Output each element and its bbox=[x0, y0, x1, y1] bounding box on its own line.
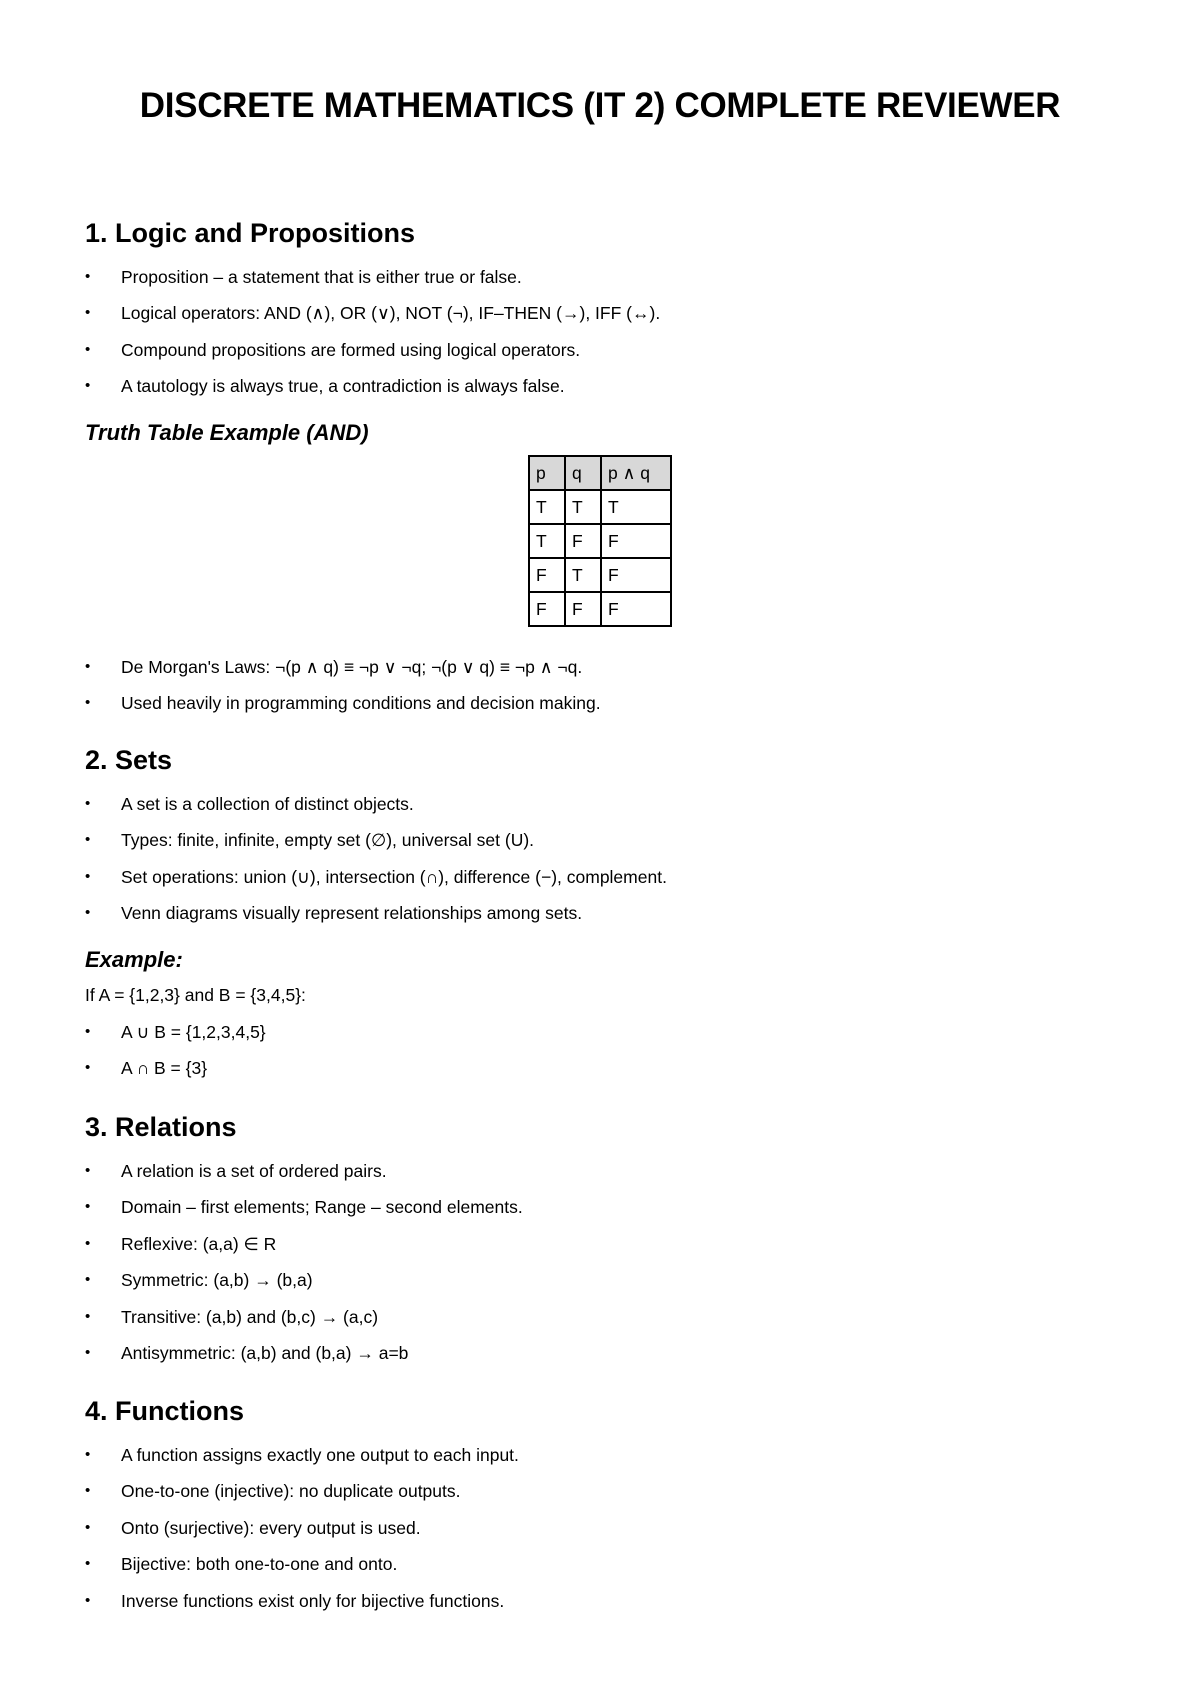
example-intro: If A = {1,2,3} and B = {3,4,5}: bbox=[85, 985, 306, 1005]
table-row bbox=[529, 592, 671, 626]
table-cell: T bbox=[565, 490, 601, 524]
section-heading-relations: 3. Relations bbox=[85, 1112, 237, 1142]
table-cell: F bbox=[529, 592, 565, 626]
table-cell: F bbox=[529, 558, 565, 592]
table-cell: F bbox=[565, 524, 601, 558]
table-cell: F bbox=[601, 524, 671, 558]
table-row bbox=[529, 524, 671, 558]
document-page: DISCRETE MATHEMATICS (IT 2) COMPLETE REVIEWER 1. Logic and Propositions • Proposition – a statement that is either true or false. • Logical operators: AND (∧), OR (∨), NOT (¬), IF–THEN (→), IFF (↔). • Compound propositions are formed using logical operators. • A tautology is always true, a contradiction is always false. Truth Table Example (AND) p q p ∧ q T T T T F F F T F F F F • De Morgan's Laws: ¬(p ∧ q) ≡ ¬p ∨ ¬q; ¬(p ∨ q) ≡ ¬p ∧ ¬q. • Used heavily in programming conditions and decision making. 2. Sets • A set is a collection of distinct objects. • Types: finite, infinite, empty set (∅), universal set (U). • Set operations: union (∪), intersection (∩), difference (−), complement. • Venn diagrams visually represent relationships among sets. Example: If A = {1,2,3} and B = {3,4,5}: • A ∪ B = {1,2,3,4,5} • A ∩ B = {3} 3. Relations • A relation is a set of ordered pairs. • Domain – first elements; Range – second elements. • Reflexive: (a,a) ∈ R • Symmetric: (a,b) → (b,a) • Transitive: (a,b) and (b,c) → (a,c) • Antisymmetric: (a,b) and (b,a) → a=b 4. Functions • A function assigns exactly one output to each input. • One-to-one (injective): no duplicate outputs. • Onto (surjective): every output is used. • Bijective: both one-to-one and onto. • Inverse functions exist only for bijective functions. bbox=[0, 0, 1200, 1696]
table-cell: F bbox=[601, 592, 671, 626]
truth-table bbox=[528, 455, 672, 627]
subheading-truth-table: Truth Table Example (AND) bbox=[85, 420, 369, 445]
document-title: DISCRETE MATHEMATICS (IT 2) COMPLETE REVIEWER bbox=[139, 86, 1061, 125]
table-header-cell: q bbox=[565, 456, 601, 490]
section-heading-logic: 1. Logic and Propositions bbox=[85, 218, 416, 248]
table-header-cell: p bbox=[529, 456, 565, 490]
table-cell: F bbox=[565, 592, 601, 626]
subheading-example: Example: bbox=[85, 947, 183, 972]
table-header-row bbox=[529, 456, 671, 490]
section-heading-sets: 2. Sets bbox=[85, 745, 173, 775]
section-heading-functions: 4. Functions bbox=[85, 1396, 245, 1426]
table-row bbox=[529, 490, 671, 524]
table-cell: T bbox=[529, 524, 565, 558]
table-header-cell: p ∧ q bbox=[601, 456, 671, 490]
table-cell: T bbox=[529, 490, 565, 524]
table-cell: F bbox=[601, 558, 671, 592]
table-cell: T bbox=[601, 490, 671, 524]
table-cell: T bbox=[565, 558, 601, 592]
table-row bbox=[529, 558, 671, 592]
